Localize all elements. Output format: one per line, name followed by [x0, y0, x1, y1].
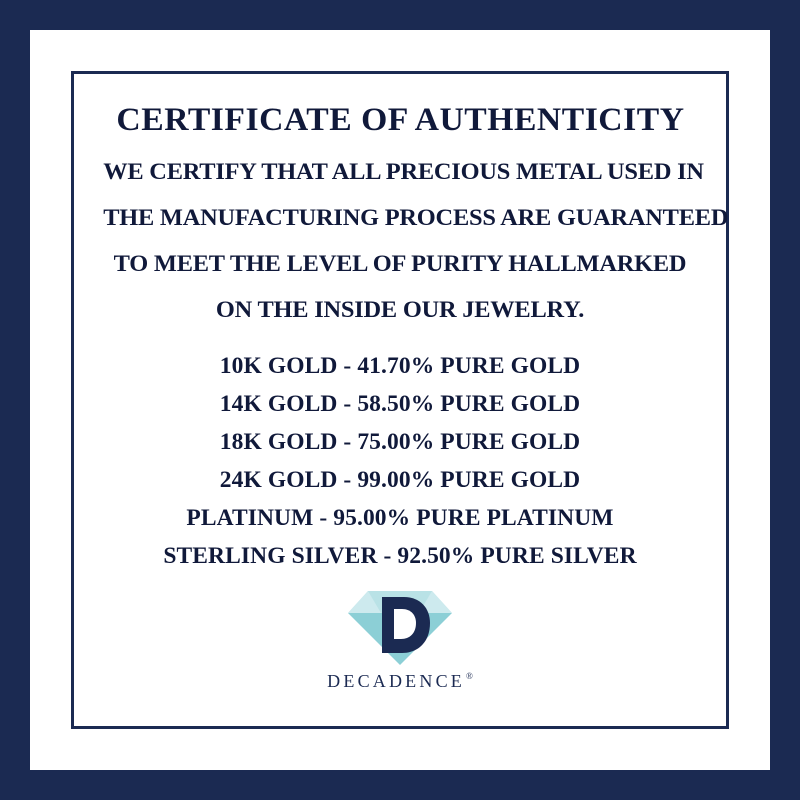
brand-name: DECADENCE [327, 671, 465, 691]
page-title: CERTIFICATE OF AUTHENTICITY [115, 102, 685, 138]
certification-statement [103, 149, 729, 333]
diamond-d-logo-icon [348, 591, 452, 665]
statement-line: ON THE INSIDE OUR JEWELRY. [215, 297, 585, 322]
statement-line: WE CERTIFY THAT ALL PRECIOUS METAL USED IN [103, 159, 704, 184]
list-item: PLATINUM - 95.00% PURE PLATINUM [186, 505, 614, 531]
registered-trademark-icon: ® [465, 671, 473, 681]
statement-line: THE MANUFACTURING PROCESS ARE GUARANTEED [103, 205, 729, 230]
list-item: STERLING SILVER - 92.50% PURE SILVER [163, 543, 637, 569]
list-item: 10K GOLD - 41.70% PURE GOLD [219, 353, 581, 379]
brand-logo [327, 591, 473, 692]
purity-list [74, 347, 726, 575]
statement-line: TO MEET THE LEVEL OF PURITY HALLMARKED [113, 251, 687, 276]
brand-wordmark [327, 671, 473, 692]
certificate-frame [71, 71, 729, 729]
certificate-paper [30, 30, 770, 770]
list-item: 14K GOLD - 58.50% PURE GOLD [219, 391, 581, 417]
list-item: 24K GOLD - 99.00% PURE GOLD [219, 467, 581, 493]
list-item: 18K GOLD - 75.00% PURE GOLD [219, 429, 581, 455]
